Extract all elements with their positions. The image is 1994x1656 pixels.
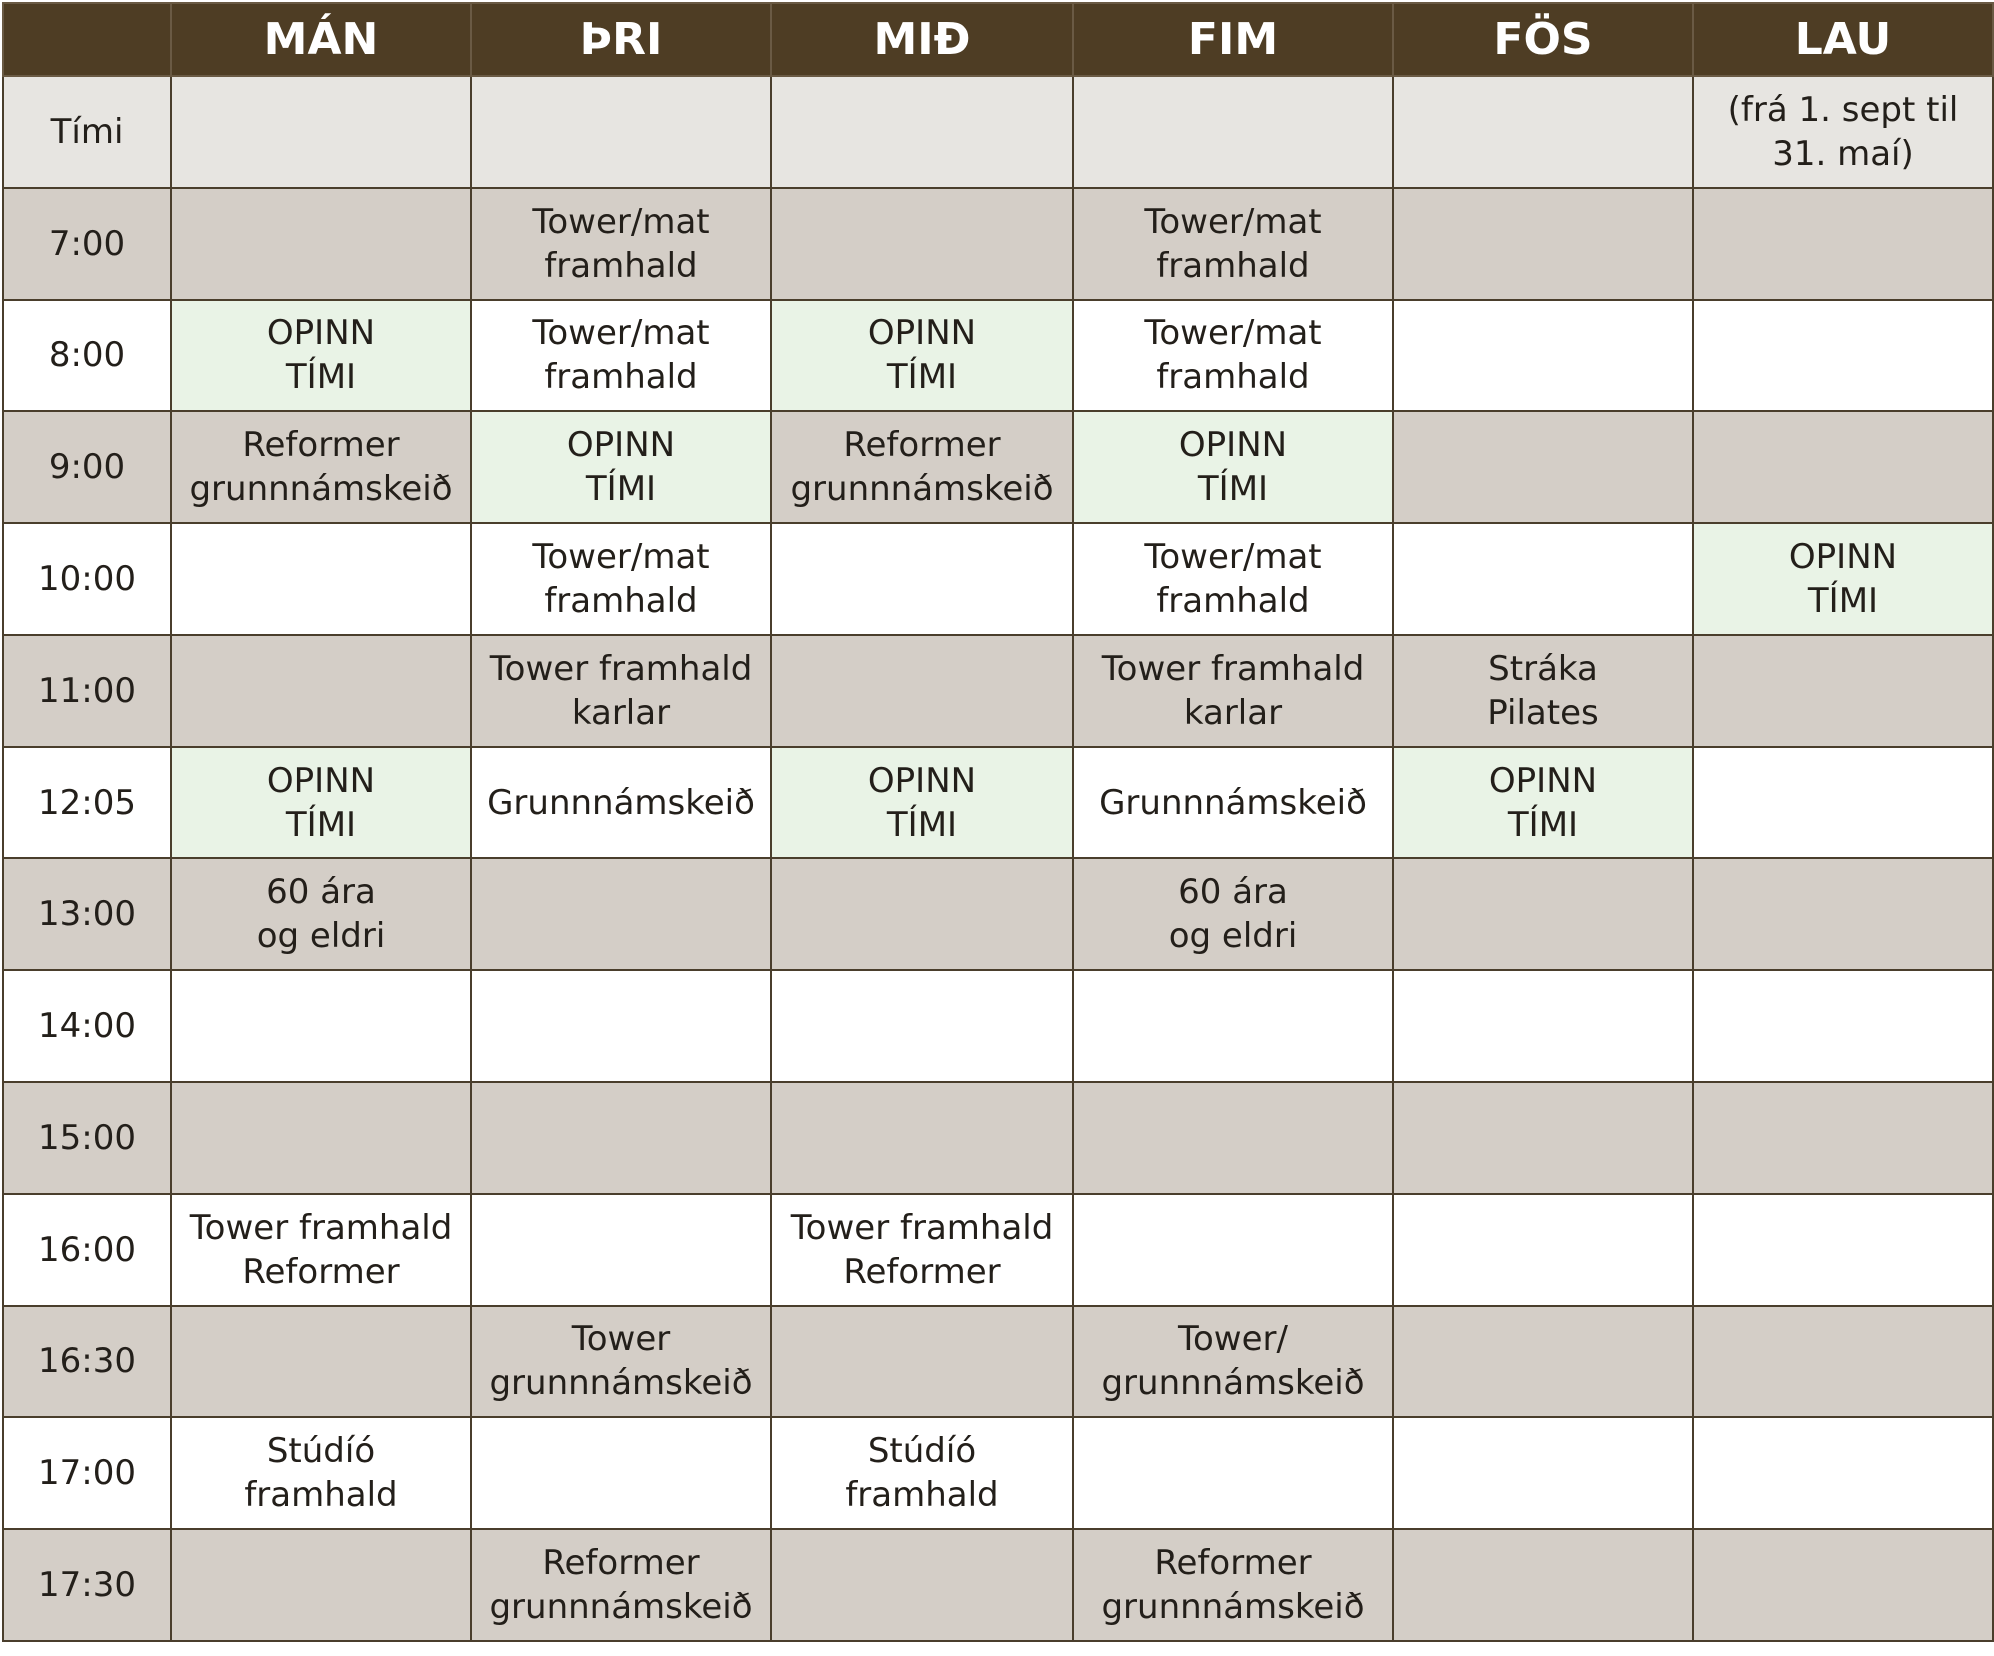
class-cell xyxy=(1393,1417,1693,1529)
schedule-row xyxy=(3,1306,1993,1418)
class-cell xyxy=(1693,1417,1993,1529)
time-slot: 9:00 xyxy=(3,411,171,523)
class-cell: Reformer grunnnámskeið xyxy=(171,411,471,523)
class-cell: Tower/mat framhald xyxy=(1073,188,1393,300)
class-cell: Tower/mat framhald xyxy=(1073,300,1393,412)
class-cell xyxy=(1693,1194,1993,1306)
class-cell: Tower framhald Reformer xyxy=(171,1194,471,1306)
time-slot: 14:00 xyxy=(3,970,171,1082)
class-cell: Reformer grunnnámskeið xyxy=(471,1529,771,1641)
class-cell xyxy=(771,1529,1073,1641)
schedule-row xyxy=(3,1082,1993,1194)
class-cell xyxy=(1693,635,1993,747)
header-corner xyxy=(3,3,171,76)
class-cell: Tower framhald karlar xyxy=(471,635,771,747)
subheader-cell xyxy=(771,76,1073,188)
schedule-row xyxy=(3,411,1993,523)
class-cell xyxy=(171,1306,471,1418)
class-cell xyxy=(1393,523,1693,635)
open-session-cell: OPINN TÍMI xyxy=(771,747,1073,859)
class-cell xyxy=(1693,1082,1993,1194)
class-cell: Tower/mat framhald xyxy=(471,523,771,635)
class-cell xyxy=(771,523,1073,635)
day-header-row xyxy=(3,3,1993,76)
time-slot: 8:00 xyxy=(3,300,171,412)
open-session-cell: OPINN TÍMI xyxy=(1693,523,1993,635)
class-cell: Stúdíó framhald xyxy=(771,1417,1073,1529)
schedule-row xyxy=(3,635,1993,747)
time-slot: 10:00 xyxy=(3,523,171,635)
class-cell xyxy=(471,1082,771,1194)
class-cell xyxy=(771,858,1073,970)
subheader-cell xyxy=(171,76,471,188)
schedule-row xyxy=(3,523,1993,635)
class-cell xyxy=(1393,1082,1693,1194)
class-cell: Stráka Pilates xyxy=(1393,635,1693,747)
class-cell xyxy=(1393,858,1693,970)
class-cell xyxy=(771,635,1073,747)
schedule-row xyxy=(3,970,1993,1082)
class-cell: 60 ára og eldri xyxy=(1073,858,1393,970)
subheader-cell xyxy=(471,76,771,188)
class-cell xyxy=(1073,1082,1393,1194)
day-header-mon: MÁN xyxy=(171,3,471,76)
class-cell: Tower/mat framhald xyxy=(471,188,771,300)
class-cell xyxy=(1693,970,1993,1082)
class-cell xyxy=(771,188,1073,300)
class-cell xyxy=(171,188,471,300)
class-cell xyxy=(471,1194,771,1306)
class-cell xyxy=(771,1082,1073,1194)
class-cell xyxy=(1693,411,1993,523)
open-session-cell: OPINN TÍMI xyxy=(171,747,471,859)
time-slot: 17:00 xyxy=(3,1417,171,1529)
open-session-cell: OPINN TÍMI xyxy=(1393,747,1693,859)
class-cell: Reformer grunnnámskeið xyxy=(771,411,1073,523)
class-cell xyxy=(1693,858,1993,970)
schedule-row xyxy=(3,300,1993,412)
class-cell: Tower/mat framhald xyxy=(1073,523,1393,635)
class-cell: Tower framhald Reformer xyxy=(771,1194,1073,1306)
class-cell: Grunnnámskeið xyxy=(471,747,771,859)
class-cell xyxy=(171,1529,471,1641)
class-cell: Tower framhald karlar xyxy=(1073,635,1393,747)
time-slot: 16:30 xyxy=(3,1306,171,1418)
subheader-cell xyxy=(1393,76,1693,188)
class-cell xyxy=(171,970,471,1082)
class-cell xyxy=(171,1082,471,1194)
time-slot: 7:00 xyxy=(3,188,171,300)
class-cell: Stúdíó framhald xyxy=(171,1417,471,1529)
time-slot: 13:00 xyxy=(3,858,171,970)
class-cell xyxy=(1693,747,1993,859)
class-cell xyxy=(1393,188,1693,300)
class-cell xyxy=(1393,970,1693,1082)
class-cell xyxy=(171,523,471,635)
day-header-thu: FIM xyxy=(1073,3,1393,76)
schedule-row xyxy=(3,1529,1993,1641)
class-cell xyxy=(171,635,471,747)
open-session-cell: OPINN TÍMI xyxy=(1073,411,1393,523)
subheader-cell xyxy=(1073,76,1393,188)
day-header-sat: LAU xyxy=(1693,3,1993,76)
day-header-fri: FÖS xyxy=(1393,3,1693,76)
open-session-cell: OPINN TÍMI xyxy=(771,300,1073,412)
time-slot: 12:05 xyxy=(3,747,171,859)
class-cell: Reformer grunnnámskeið xyxy=(1073,1529,1393,1641)
class-cell: Tower grunnnámskeið xyxy=(471,1306,771,1418)
open-session-cell: OPINN TÍMI xyxy=(171,300,471,412)
class-cell xyxy=(1393,411,1693,523)
subheader-row xyxy=(3,76,1993,188)
time-slot: 17:30 xyxy=(3,1529,171,1641)
class-cell xyxy=(1393,1306,1693,1418)
schedule-table xyxy=(2,2,1994,1642)
schedule-row xyxy=(3,858,1993,970)
time-slot: 11:00 xyxy=(3,635,171,747)
class-cell xyxy=(1073,1417,1393,1529)
class-cell xyxy=(1073,1194,1393,1306)
class-cell xyxy=(1393,1194,1693,1306)
schedule-row xyxy=(3,1194,1993,1306)
class-cell xyxy=(1693,1529,1993,1641)
time-label: Tími xyxy=(3,76,171,188)
schedule-row xyxy=(3,188,1993,300)
class-cell xyxy=(471,858,771,970)
schedule-row xyxy=(3,1417,1993,1529)
class-cell xyxy=(1693,1306,1993,1418)
class-cell: 60 ára og eldri xyxy=(171,858,471,970)
class-cell xyxy=(771,1306,1073,1418)
class-cell: Tower/ grunnnámskeið xyxy=(1073,1306,1393,1418)
schedule-row xyxy=(3,747,1993,859)
time-slot: 15:00 xyxy=(3,1082,171,1194)
class-cell xyxy=(1393,300,1693,412)
class-cell xyxy=(771,970,1073,1082)
class-cell xyxy=(1073,970,1393,1082)
class-cell xyxy=(471,1417,771,1529)
day-header-tue: ÞRI xyxy=(471,3,771,76)
open-session-cell: OPINN TÍMI xyxy=(471,411,771,523)
saturday-season-note: (frá 1. sept til 31. maí) xyxy=(1693,76,1993,188)
class-cell xyxy=(1693,300,1993,412)
class-cell xyxy=(1693,188,1993,300)
class-cell xyxy=(471,970,771,1082)
class-cell: Tower/mat framhald xyxy=(471,300,771,412)
class-cell xyxy=(1393,1529,1693,1641)
day-header-wed: MIÐ xyxy=(771,3,1073,76)
time-slot: 16:00 xyxy=(3,1194,171,1306)
class-cell: Grunnnámskeið xyxy=(1073,747,1393,859)
